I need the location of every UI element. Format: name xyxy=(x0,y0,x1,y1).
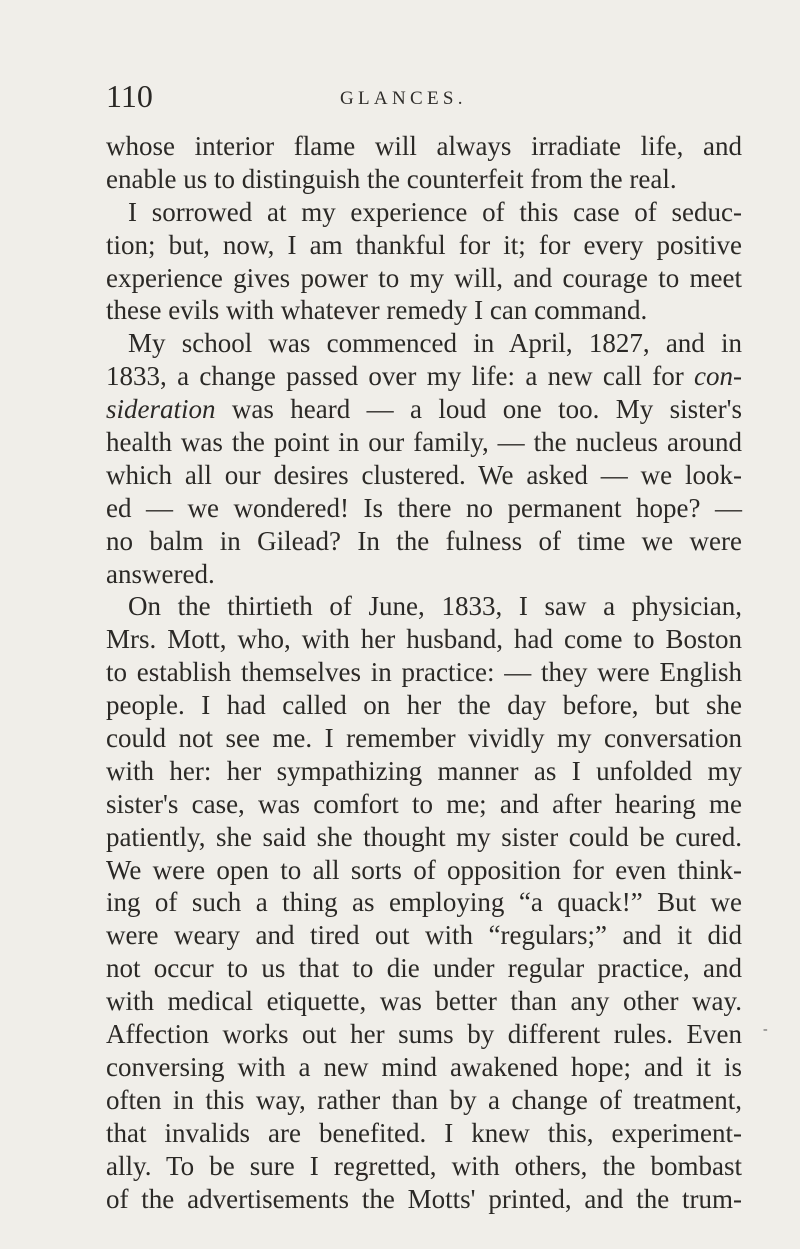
margin-mark: - xyxy=(763,1022,768,1037)
text-line: On the thirtieth of June, 1833, I saw a physician, xyxy=(128,591,742,622)
text-line: to establish themselves in practice: — they were English xyxy=(106,657,742,688)
text-line: of the advertisements the Motts' printed, and the trum- xyxy=(106,1183,742,1214)
text-line: Affection works out her sums by different rules. Even xyxy=(106,1019,742,1050)
text-line: ally. To be sure I regretted, with others, the bombast xyxy=(106,1150,742,1181)
text-line: were weary and tired out with “regulars;” and it did xyxy=(106,920,742,951)
text-line: tion; but, now, I am thankful for it; for every positive xyxy=(106,229,742,260)
text-line: 1833, a change passed over my life: a new call for con- xyxy=(106,361,742,392)
text-line: answered. xyxy=(106,558,215,589)
text-line: with medical etiquette, was better than any other way. xyxy=(106,986,742,1017)
text-line: patiently, she said she thought my sister could be cured. xyxy=(106,821,742,852)
text-line: I sorrowed at my experience of this case of seduc- xyxy=(128,196,742,227)
text-line: health was the point in our family, — the nucleus around xyxy=(106,427,742,458)
body-text xyxy=(106,130,742,1215)
page-header xyxy=(106,78,706,118)
text-line: no balm in Gilead? In the fulness of time we were xyxy=(106,525,742,556)
text-line: that invalids are benefited. I knew this, experiment- xyxy=(106,1117,742,1148)
text-line: these evils with whatever remedy I can command. xyxy=(106,295,648,326)
text-line: We were open to all sorts of opposition for even think- xyxy=(106,854,742,885)
text-line: sideration was heard — a loud one too. My sister's xyxy=(106,394,742,425)
text-line: ed — we wondered! Is there no permanent hope? — xyxy=(106,492,742,523)
text-line: whose interior flame will always irradiate life, and xyxy=(106,131,742,161)
running-head: GLANCES. xyxy=(340,88,467,109)
text-line: not occur to us that to die under regular practice, and xyxy=(106,953,742,984)
text-line: often in this way, rather than by a change of treatment, xyxy=(106,1084,742,1115)
text-line: enable us to distinguish the counterfeit from the real. xyxy=(106,163,677,194)
text-line: My school was commenced in April, 1827, and in xyxy=(128,328,742,359)
text-line: sister's case, was comfort to me; and after hearing me xyxy=(106,788,742,819)
text-line: people. I had called on her the day before, but she xyxy=(106,690,742,721)
text-line: conversing with a new mind awakened hope; and it is xyxy=(106,1051,742,1082)
page-number: 110 xyxy=(106,78,153,114)
text-line: with her: her sympathizing manner as I unfolded my xyxy=(106,755,742,786)
text-line: could not see me. I remember vividly my conversation xyxy=(106,723,742,754)
text-line: Mrs. Mott, who, with her husband, had come to Boston xyxy=(106,624,742,655)
text-line: experience gives power to my will, and courage to meet xyxy=(106,262,742,293)
text-line: which all our desires clustered. We asked — we look- xyxy=(106,459,742,490)
text-line: ing of such a thing as employing “a quack!” But we xyxy=(106,887,742,918)
